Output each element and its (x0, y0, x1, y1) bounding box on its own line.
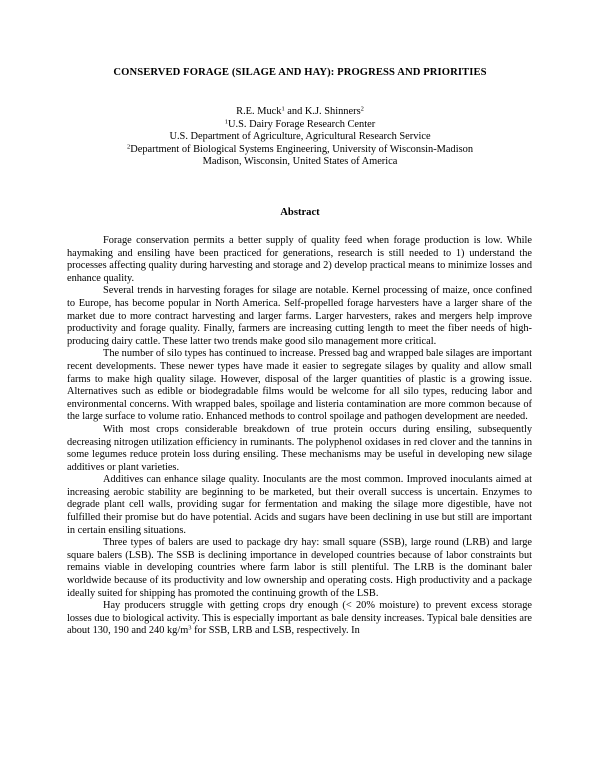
paper-title: CONSERVED FORAGE (SILAGE AND HAY): PROGRESS AND PRIORITIES (113, 67, 487, 78)
unit-superscript: 3 (188, 624, 192, 632)
affiliation-1-superscript: 1 (224, 118, 229, 126)
author-name-2: and K.J. Shinners (284, 106, 361, 117)
last-paragraph-text: Hay producers struggle with getting crops dry enough (< 20% moisture) to prevent excess storage losses due to biological activity. This is especially important as bale density increases. Typical bale densities are about 130, 190 and 240 kg/m (67, 600, 532, 637)
author-2-superscript: 2 (360, 105, 364, 113)
abstract-paragraph: Additives can enhance silage quality. Inoculants are the most common. Improved inoculants aimed at increasing aerobic stability are beginning to be marketed, but their overall success is uncertain. Enzymes to degrade plant cell walls, providing sugar for fermentation and making the silage more digestible, have not fulfilled their promise but do have potential. Acids and sugars have been declining in use but still are important in certain ensiling situations. (67, 474, 532, 536)
affiliation-1-line-2: U.S. Department of Agriculture, Agricultural Research Service (169, 131, 431, 143)
abstract-paragraph-last (67, 600, 532, 638)
affiliation-1-name: U.S. Dairy Forage Research Center (228, 118, 376, 130)
abstract-heading: Abstract (280, 207, 320, 218)
author-block (0, 106, 600, 169)
author-name-1: R.E. Muck (236, 106, 282, 117)
author-line (0, 106, 600, 119)
last-paragraph-tail: for SSB, LRB and LSB, respectively. In (191, 625, 360, 637)
author-1-superscript: 1 (281, 105, 285, 113)
abstract-paragraph: The number of silo types has continued to increase. Pressed bag and wrapped bale silages are important recent developments. These newer types have made it easier to segregate silages by quality and allow small farms to make high quality silage. However, disposal of the larger quantities of plastic is a growing issue. Alternatives such as edible or biodegradable films would be welcome for all silo types, reducing labor and environmental concerns. With wrapped bales, spoilage and listeria contamination are more common because of the large surface to volume ratio. Enhanced methods to control spoilage and pathogen development are needed. (67, 348, 532, 423)
abstract-paragraph: Forage conservation permits a better supply of quality feed when forage production is low. While haymaking and ensiling have been practiced for generations, research is still needed to 1) understand the processes affecting quality during harvesting and storage and 2) develop practical means to minimize losses and enhance quality. (67, 235, 532, 284)
abstract-paragraph: Several trends in harvesting forages for silage are notable. Kernel processing of maize, once confined to Europe, has become popular in North America. Self-propelled forage harvesters have a larger share of the market due to more contract harvesting and larger farms. Larger harvesters, rakes and mergers help improve productivity and forage quality. Finally, farmers are increasing cutting length to meet the fiber needs of high-producing dairy cattle. These latter two trends make good silo management more critical. (67, 285, 532, 347)
affiliation-2-superscript: 2 (126, 143, 131, 151)
abstract-paragraph: With most crops considerable breakdown of true protein occurs during ensiling, subsequently decreasing nitrogen utilization efficiency in ruminants. The polyphenol oxidases in red clover and the tannins in some legumes reduce protein loss during ensiling. These mechanisms may be useful in developing new silage additives or plant varieties. (67, 423, 532, 473)
abstract-body (67, 235, 532, 638)
affiliation-2-line-2: Madison, Wisconsin, United States of America (202, 156, 398, 168)
affiliation-1 (0, 119, 600, 132)
abstract-paragraph: Three types of balers are used to package dry hay: small square (SSB), large round (LRB) and large square balers (LSB). The SSB is declining importance in developed countries because of labor constraints but remains viable in developing countries where farm labor is still plentiful. The LRB is the dominant baler worldwide because of its productivity and low ownership and operating costs. High productivity and a package ideally suited for shipping has promoted the continuing growth of the LSB. (67, 537, 532, 599)
affiliation-2 (0, 144, 600, 157)
affiliation-2-name: Department of Biological Systems Engineering, University of Wisconsin-Madison (130, 143, 474, 155)
